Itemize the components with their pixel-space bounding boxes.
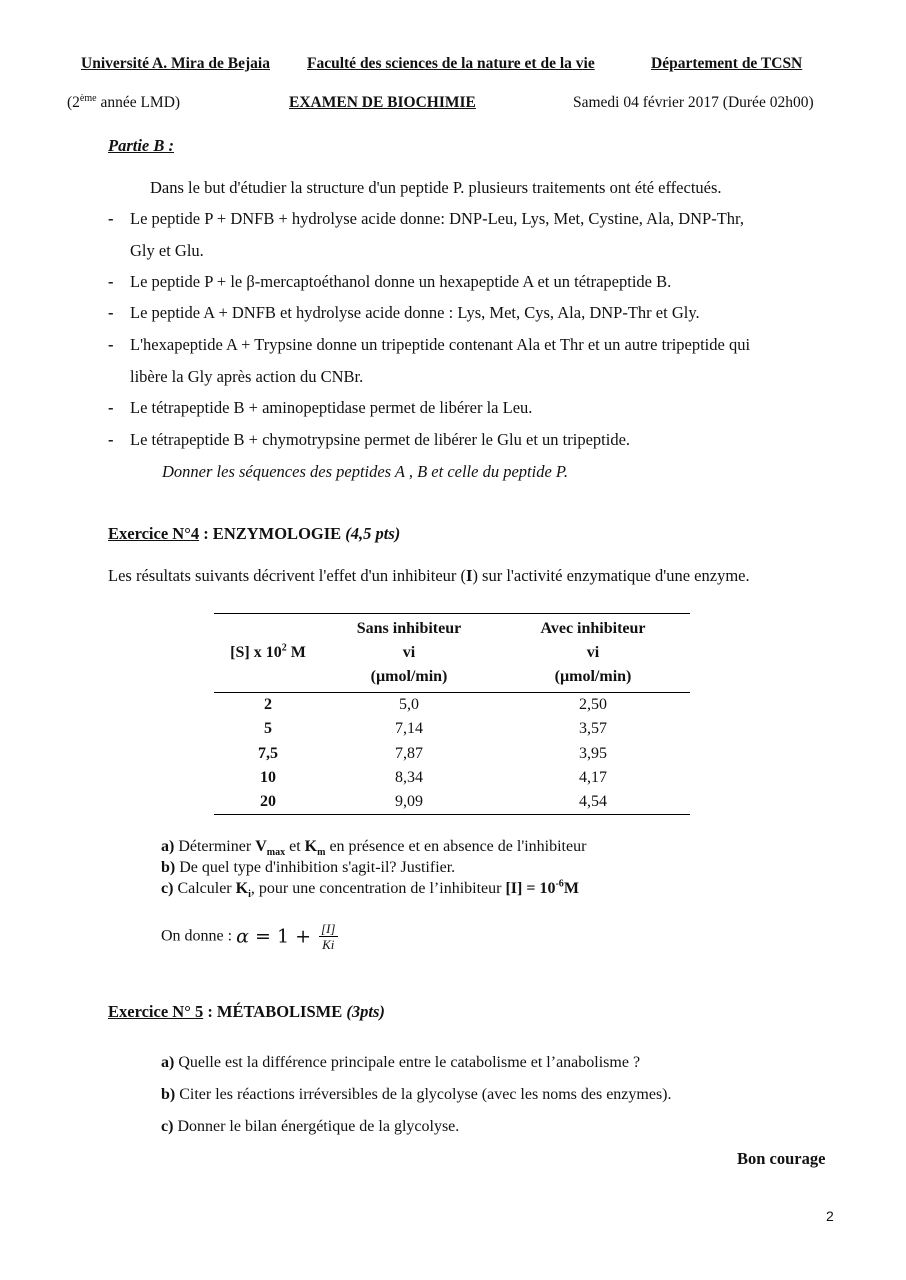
bullet-item-4-continuation: libère la Gly après action du CNBr. <box>130 367 364 386</box>
bullet-dash: - <box>108 398 114 417</box>
bullet-dash: - <box>108 272 114 291</box>
table-header-row <box>214 614 690 693</box>
table-row: 5 7,14 3,57 <box>264 720 607 738</box>
table-header-substrate: [S] x $10^2$ M <box>230 642 306 661</box>
bullet-dash: - <box>108 209 114 228</box>
bullet-item-1-continuation: Gly et Glu. <box>130 241 204 260</box>
question-4a: a) Déterminer $V_{max}$ et $K_m$ en présence et en absence de l'inhibiteur <box>161 838 587 859</box>
enzyme-data-table <box>214 613 690 815</box>
exam-date: Samedi 04 février 2017 (Durée 02h00) <box>573 94 814 111</box>
alpha-formula: α = 1 + <box>236 925 318 948</box>
partie-b-question: Donner les séquences des peptides A , B et celle du peptide P. <box>162 462 568 481</box>
question-5a: a) Quelle est la différence principale entre le catabolisme et l’anabolisme ? <box>161 1054 641 1071</box>
exam-title: EXAMEN DE BIOCHIMIE <box>289 94 476 111</box>
formula-fraction: $\frac{[I]}{Ki}$ <box>321 921 336 952</box>
table-row: 10 8,34 4,17 <box>260 768 607 786</box>
exercice-4-title: Exercice N°4 : ENZYMOLOGIE (4,5 pts) <box>108 524 401 543</box>
bullet-dash: - <box>108 430 114 449</box>
year-level: (2ème année LMD) <box>67 92 181 111</box>
university-name: Université A. Mira de Bejaia <box>81 55 270 72</box>
department-name: Département de TCSN <box>651 55 803 72</box>
table-row: 7,5 7,87 3,95 <box>258 744 607 762</box>
exercice-4-intro: Les résultats suivants décrivent l'effet d'un inhibiteur (I) sur l'activité enzymatique d'une enzyme. <box>108 566 750 585</box>
partie-b-title: Partie B : <box>108 136 174 155</box>
page-number: 2 <box>826 1208 834 1224</box>
question-5c: c) Donner le bilan énergétique de la glycolyse. <box>161 1118 460 1135</box>
partie-b-intro: Dans le but d'étudier la structure d'un peptide P. plusieurs traitements ont été effectués. <box>150 178 722 197</box>
question-4b: b) De quel type d'inhibition s'agit-il? Justifier. <box>161 859 456 876</box>
question-4c: c) Calculer $K_i$, pour une concentration de l’inhibiteur $[I] = 10^{-6}M$ <box>161 878 579 901</box>
table-row: 20 9,09 4,54 <box>214 790 690 815</box>
faculty-name: Faculté des sciences de la nature et de la vie <box>307 55 595 72</box>
table-header-without-inhibitor: Sans inhibiteur vi (µmol/min) <box>356 620 462 685</box>
table-row: 2 5,0 2,50 <box>264 696 607 713</box>
question-5b: b) Citer les réactions irréversibles de la glycolyse (avec les noms des enzymes). <box>161 1086 672 1103</box>
closing-text: Bon courage <box>737 1149 826 1168</box>
bullet-dash: - <box>108 335 114 354</box>
table-header-with-inhibitor: Avec inhibiteur vi (µmol/min) <box>540 620 646 685</box>
bullet-dash: - <box>108 303 114 322</box>
exercice-5-title: Exercice N° 5 : MÉTABOLISME (3pts) <box>108 1002 385 1021</box>
formula-line: On donne : α = 1 + $\frac{[I]}{Ki}$ <box>161 921 336 952</box>
